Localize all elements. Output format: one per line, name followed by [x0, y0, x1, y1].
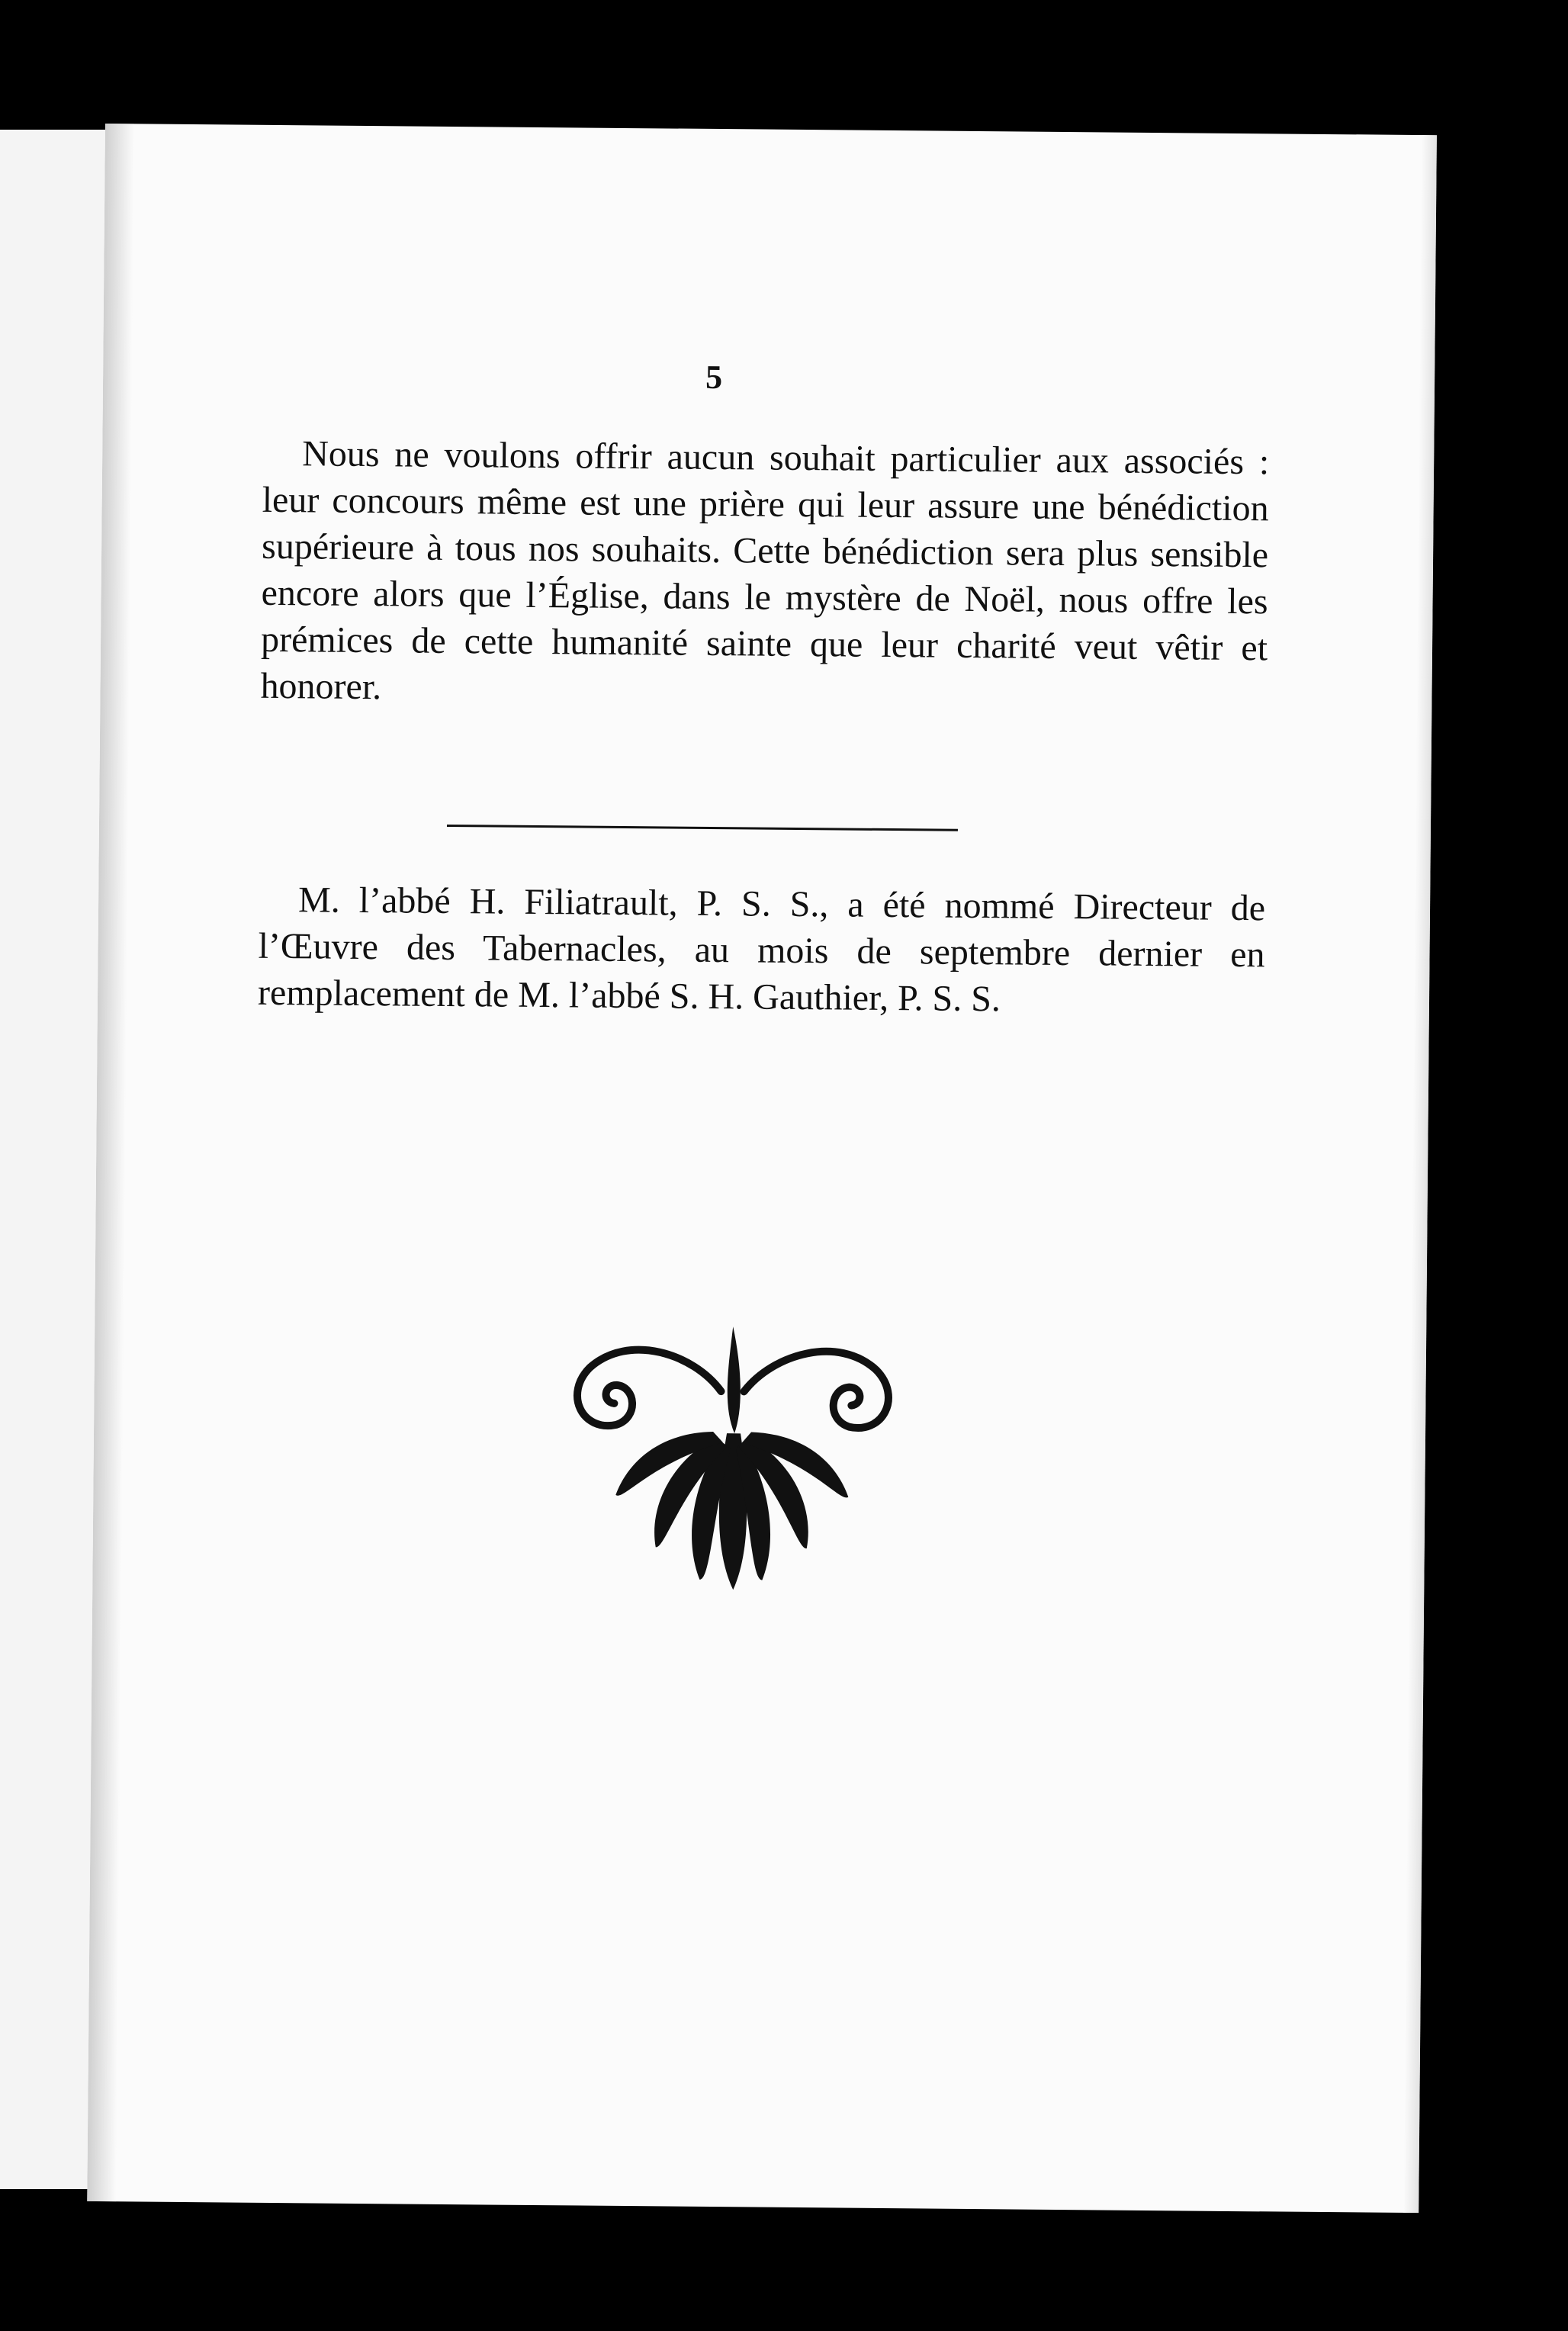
scanned-page — [87, 124, 1437, 2213]
paragraph-appointment: M. l’abbé H. Filiatrault, P. S. S., a été nommé Directeur de l’Œuvre des Tabernacles, au mois de septembre dernier en remplacement de M. l’abbé S. H. Gauthier, P. S. S. — [257, 879, 1266, 1020]
page-right-edge — [1403, 135, 1437, 2213]
section-divider — [447, 825, 958, 831]
palmette-ornament-icon — [542, 1317, 956, 1596]
paragraph-wishes: Nous ne voulons offrir aucun souhait particulier aux associés : leur concours même est une prière qui leur assure une bénédiction supérieure à tous nos souhaits. Cette bénédiction sera plus sensible encore alors que l’Église, dans le mystère de Noël, nous offre les prémices de cette humanité sainte que leur charité veut vêtir et honorer. — [260, 433, 1270, 708]
page-number: 5 — [705, 358, 723, 397]
